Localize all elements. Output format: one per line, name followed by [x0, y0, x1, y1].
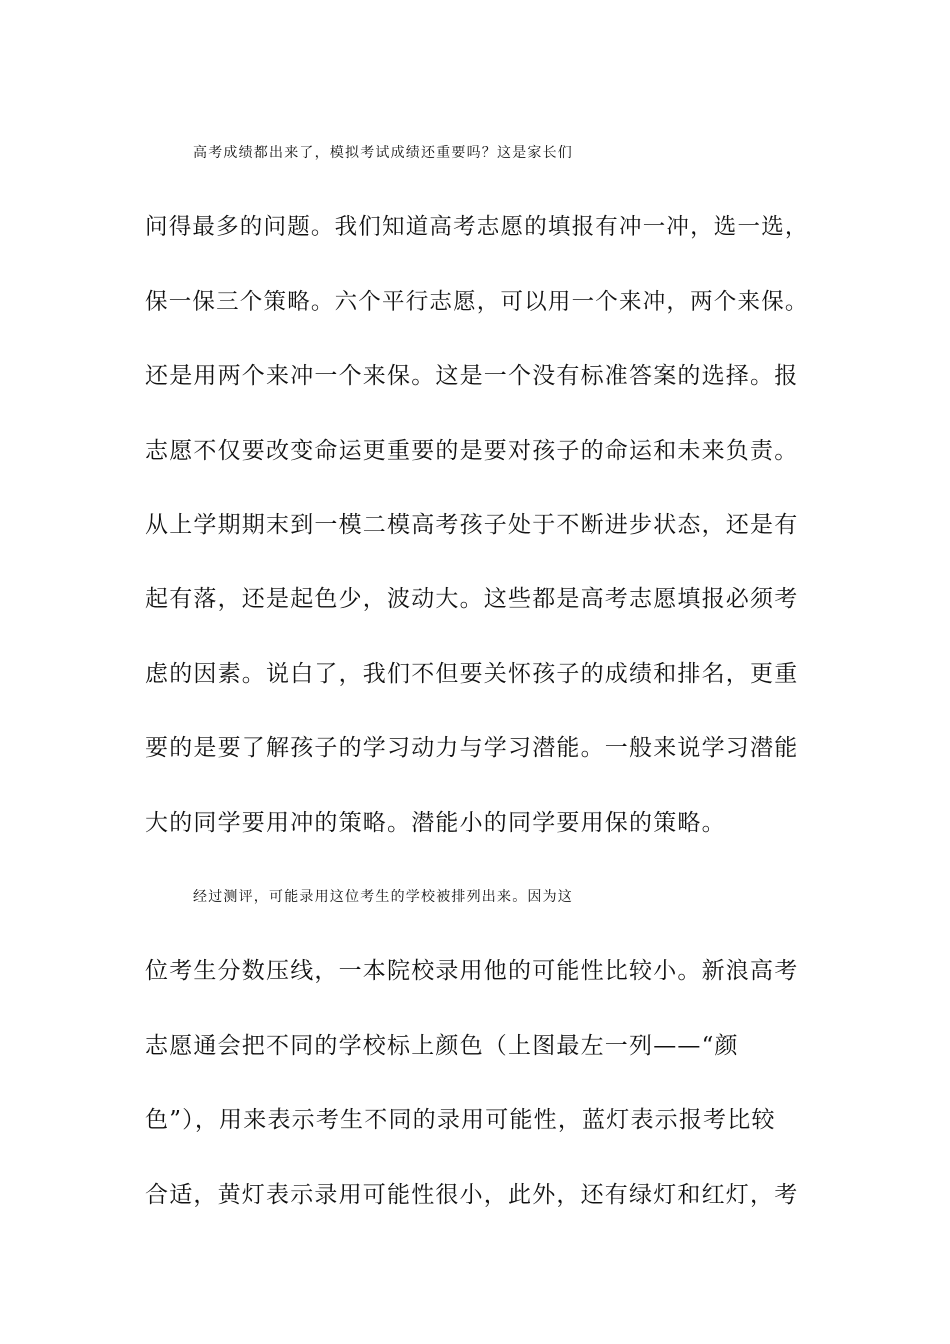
text-line: 位考生分数压线，一本院校录用他的可能性比较小。新浪高考 — [145, 958, 799, 984]
text-line: 合适，黄灯表示录用可能性很小，此外，还有绿灯和红灯，考 — [145, 1182, 799, 1208]
text-line: 要的是要了解孩子的学习动力与学习潜能。一般来说学习潜能 — [145, 735, 799, 761]
text-line: 虑的因素。说白了，我们不但要关怀孩子的成绩和排名，更重 — [145, 661, 799, 687]
text-line: 问得最多的问题。我们知道高考志愿的填报有冲一冲，选一选， — [145, 214, 809, 240]
text-line: 色”），用来表示考生不同的录用可能性，蓝灯表示报考比较 — [145, 1107, 776, 1133]
text-line: 起有落，还是起色少，波动大。这些都是高考志愿填报必须考 — [145, 586, 799, 612]
text-line: 保一保三个策略。六个平行志愿，可以用一个来冲，两个来保。 — [145, 289, 809, 315]
text-line: 志愿不仅要改变命运更重要的是要对孩子的命运和未来负责。 — [145, 438, 799, 464]
text-line: 经过测评，可能录用这位考生的学校被排列出来。因为这 — [193, 889, 573, 905]
text-line: 从上学期期末到一模二模高考孩子处于不断进步状态，还是有 — [145, 512, 799, 538]
text-line: 还是用两个来冲一个来保。这是一个没有标准答案的选择。报 — [145, 363, 799, 389]
text-line: 高考成绩都出来了，模拟考试成绩还重要吗？这是家长们 — [193, 145, 573, 161]
text-line: 志愿通会把不同的学校标上颜色（上图最左一列——“颜 — [145, 1033, 739, 1059]
text-line: 大的同学要用冲的策略。潜能小的同学要用保的策略。 — [145, 810, 726, 836]
